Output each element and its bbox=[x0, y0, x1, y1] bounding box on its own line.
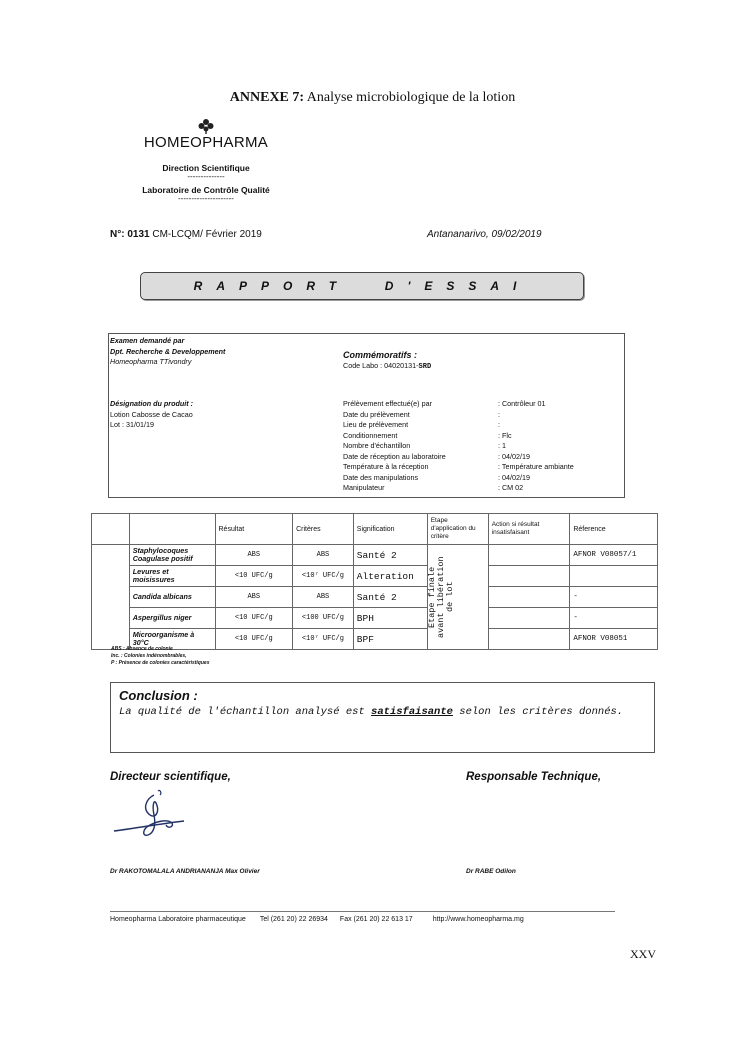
result-value: <10 UFC/g bbox=[215, 608, 293, 629]
etape-vertical-text: Etape finale avant libération de lot bbox=[426, 556, 455, 638]
request-title: Examen demandé par bbox=[110, 336, 185, 345]
sampling-value: : Contrôleur 01 bbox=[498, 399, 546, 408]
action-cell bbox=[488, 587, 570, 608]
criteria-value: <100 UFC/g bbox=[293, 608, 354, 629]
action-cell bbox=[488, 566, 570, 587]
reference-value bbox=[570, 566, 658, 587]
sampling-value: : Flc bbox=[498, 430, 512, 440]
sampling-value: : 04/02/19 bbox=[498, 451, 530, 461]
sampling-label: Date des manipulations bbox=[343, 472, 419, 482]
laboratory-label: Laboratoire de Contrôle Qualité bbox=[142, 185, 270, 195]
code-labo-label: Code Labo : 04020131- bbox=[343, 361, 419, 370]
header-cell-empty bbox=[92, 514, 130, 545]
germ-name: Staphylocoques Coagulase positif bbox=[129, 545, 215, 566]
germ-name: Candida albicans bbox=[129, 587, 215, 608]
footer-lab: Homeopharma Laboratoire pharmaceutique bbox=[110, 916, 246, 923]
sampling-label: Conditionnement bbox=[343, 430, 398, 440]
signification-value: BPF bbox=[353, 629, 427, 650]
reference-value: - bbox=[570, 608, 658, 629]
germ-name: Microorganisme à 30°C bbox=[129, 629, 215, 650]
place-date: Antananarivo, 09/02/2019 bbox=[427, 229, 542, 240]
sampling-labels bbox=[343, 399, 446, 494]
code-labo bbox=[343, 361, 431, 373]
action-cell bbox=[488, 608, 570, 629]
header-cell-empty bbox=[129, 514, 215, 545]
annexe-title bbox=[0, 90, 745, 106]
leaf-logo-icon bbox=[196, 118, 216, 134]
sampling-values bbox=[498, 399, 574, 494]
signification-value: Alteration bbox=[353, 566, 427, 587]
sampling-label: Date du prélèvement bbox=[343, 409, 410, 419]
report-number-rest: CM-LCQM/ Février 2019 bbox=[149, 229, 262, 240]
table-header-row bbox=[92, 514, 658, 545]
criteria-value: ABS bbox=[293, 545, 354, 566]
table-row bbox=[92, 566, 658, 587]
sampling-label: Date de réception au laboratoire bbox=[343, 451, 446, 461]
sampling-label: Nombre d'échantillon bbox=[343, 441, 411, 450]
legend-item: P : Présence de colonies caractéristiques bbox=[111, 660, 210, 666]
footer-contact bbox=[110, 916, 524, 923]
page-number: XXV bbox=[630, 947, 656, 961]
report-number-label: N°: 0131 bbox=[110, 229, 150, 240]
criteria-value: ABS bbox=[293, 587, 354, 608]
conclusion-verdict: satisfaisante bbox=[371, 706, 453, 718]
table-row bbox=[92, 587, 658, 608]
criteria-value: <10⁷ UFC/g bbox=[293, 566, 354, 587]
signification-value: Santé 2 bbox=[353, 587, 427, 608]
footer-rule bbox=[110, 911, 615, 912]
dash-separator: -------------- bbox=[187, 172, 225, 181]
conclusion-text bbox=[119, 705, 649, 719]
action-cell bbox=[488, 545, 570, 566]
results-table bbox=[91, 513, 658, 650]
brand-name: HOMEOPHARMA bbox=[143, 134, 269, 151]
direction-label: Direction Scientifique bbox=[162, 163, 250, 173]
result-value: ABS bbox=[215, 545, 293, 566]
sample-info-box bbox=[108, 333, 625, 498]
criteria-value: <10⁷ UFC/g bbox=[293, 629, 354, 650]
header-action: Action si résultat insatisfaisant bbox=[488, 514, 570, 545]
legend-item: Inc. : Colonies indénombrables, bbox=[111, 653, 187, 659]
sampling-value: : 04/02/19 bbox=[498, 472, 530, 482]
conclusion-title: Conclusion : bbox=[119, 688, 198, 703]
handwritten-signature-icon bbox=[112, 785, 192, 840]
director-title: Directeur scientifique, bbox=[110, 771, 231, 783]
report-banner bbox=[140, 272, 584, 300]
table-legend bbox=[111, 646, 209, 667]
request-company: Homeopharma TTivondry bbox=[110, 357, 192, 366]
row-group-cell bbox=[92, 545, 130, 650]
technical-title: Responsable Technique, bbox=[466, 771, 602, 783]
reference-value: AFNOR V08057/1 bbox=[570, 545, 658, 566]
footer-tel: Tel (261 20) 22 26934 bbox=[259, 916, 328, 923]
sampling-value: : bbox=[498, 409, 500, 419]
reference-value: AFNOR V08051 bbox=[570, 629, 658, 650]
product-lot: Lot : 31/01/19 bbox=[110, 420, 154, 429]
result-value: <10 UFC/g bbox=[215, 566, 293, 587]
reference-value: - bbox=[570, 587, 658, 608]
germ-name: Levures et moisissures bbox=[129, 566, 215, 587]
report-title: RAPPORT D'ESSAI bbox=[193, 279, 531, 293]
germ-name: Aspergillus niger bbox=[129, 608, 215, 629]
header-signification: Signification bbox=[353, 514, 427, 545]
header-reference: Réference bbox=[570, 514, 658, 545]
sampling-label: Prélèvement effectué(e) par bbox=[343, 399, 432, 408]
etape-vertical-cell bbox=[427, 545, 488, 650]
header-etape: Etape d'application du critère bbox=[427, 514, 488, 545]
conclusion-box bbox=[110, 682, 655, 753]
table-row bbox=[92, 608, 658, 629]
sampling-value: : Température ambiante bbox=[498, 462, 574, 471]
legend-item: ABS : Absence de colonie bbox=[111, 646, 173, 652]
conclusion-text-after: selon les critères donnés. bbox=[452, 706, 624, 718]
code-labo-suffix: SRD bbox=[418, 363, 432, 371]
request-department: Dpt. Recherche & Developpement bbox=[110, 346, 226, 356]
annexe-label: ANNEXE 7: bbox=[229, 90, 305, 105]
commemoratifs-title: Commémoratifs : bbox=[343, 350, 418, 360]
annexe-subtitle: Analyse microbiologique de la lotion bbox=[304, 90, 516, 105]
product-title: Désignation du produit : bbox=[110, 399, 194, 408]
sampling-label: Température à la réception bbox=[343, 462, 429, 471]
dash-separator: --------------------- bbox=[178, 194, 234, 203]
result-value: <10 UFC/g bbox=[215, 629, 293, 650]
product-name: Lotion Cabosse de Cacao bbox=[110, 409, 193, 419]
footer-web[interactable]: http://www.homeopharma.mg bbox=[432, 916, 524, 923]
director-name: Dr RAKOTOMALALA ANDRIANANJA Max Olivier bbox=[110, 868, 260, 875]
sampling-value: : 1 bbox=[498, 441, 506, 450]
sampling-label: Manipulateur bbox=[343, 483, 385, 492]
header-criteres: Critères bbox=[293, 514, 354, 545]
table-row bbox=[92, 545, 658, 566]
signification-value: Santé 2 bbox=[353, 545, 427, 566]
report-number bbox=[110, 229, 262, 240]
technical-name: Dr RABE Odilon bbox=[466, 868, 516, 875]
sampling-label: Lieu de prélèvement bbox=[343, 420, 409, 429]
conclusion-text-before: La qualité de l'échantillon analysé est bbox=[119, 706, 372, 718]
action-cell bbox=[488, 629, 570, 650]
signification-value: BPH bbox=[353, 608, 427, 629]
result-value: ABS bbox=[215, 587, 293, 608]
sampling-value: : bbox=[498, 420, 500, 429]
header-resultat: Résultat bbox=[215, 514, 293, 545]
footer-fax: Fax (261 20) 22 613 17 bbox=[339, 916, 413, 923]
sampling-value: : CM 02 bbox=[498, 483, 524, 492]
